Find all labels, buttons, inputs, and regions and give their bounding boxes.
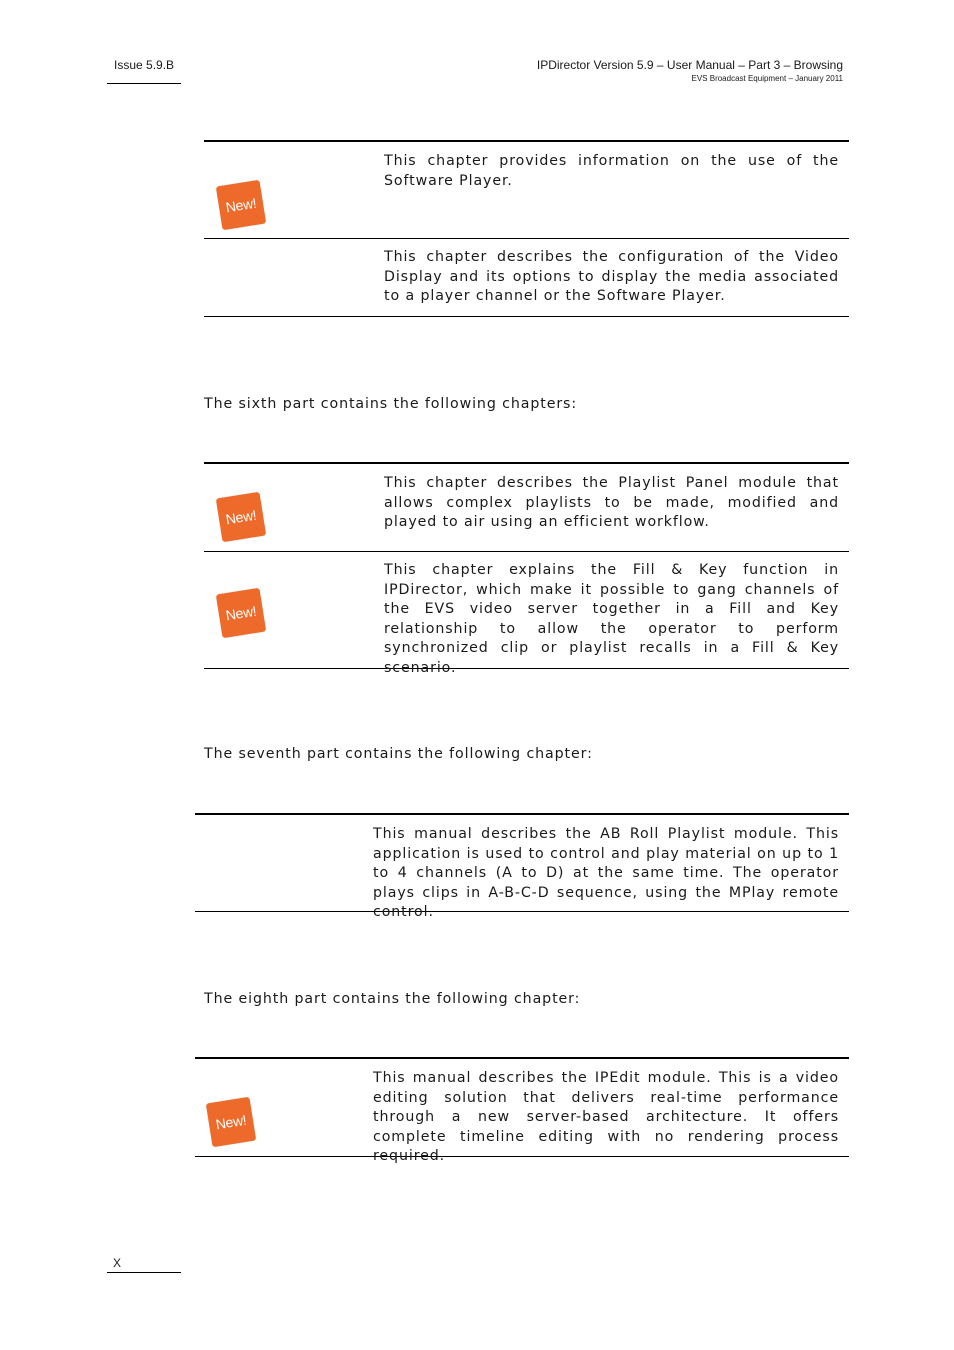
header-title: IPDirector Version 5.9 – User Manual – Part 3 – Browsing (536, 58, 843, 72)
new-badge-icon: New! (216, 180, 266, 230)
part-intro: The sixth part contains the following chapters: (204, 396, 578, 412)
page-number: X (113, 1256, 122, 1270)
chapter-table-2 (204, 462, 849, 676)
chapter-table-1 (204, 140, 849, 317)
table-row (195, 815, 849, 920)
chapter-table-4 (195, 1057, 849, 1164)
footer-rule (107, 1272, 181, 1273)
part-intro: The eighth part contains the following chapter: (204, 991, 581, 1007)
header-rule (107, 83, 181, 84)
part-intro: The seventh part contains the following chapter: (204, 746, 593, 762)
chapter-description: This chapter provides information on the use of the Software Player. (384, 153, 839, 189)
table-row (204, 239, 849, 317)
chapter-description: This chapter explains the Fill & Key function in IPDirector, which make it possible to gang channels of the EVS video server together in a Fill and Key relationship to allow the operator to perform synchronized clip or playlist recalls in a Fill & Key scenario. (384, 562, 839, 676)
chapter-description: This chapter describes the configuration of the Video Display and its options to display the media associated to a player channel or the Software Player. (384, 249, 839, 304)
table-row (204, 464, 849, 552)
chapter-table-3 (195, 813, 849, 920)
table-row (204, 142, 849, 239)
table-row (195, 1059, 849, 1164)
chapter-description: This manual describes the IPEdit module. This is a video editing solution that delivers real-time performance through a new server-based architecture. It offers complete timeline editing with no rendering process required. (373, 1070, 839, 1164)
new-badge-icon: New! (216, 492, 266, 542)
header-subtitle: EVS Broadcast Equipment – January 2011 (691, 74, 843, 83)
chapter-description: This chapter describes the Playlist Panel module that allows complex playlists to be made, modified and played to air using an efficient workflow. (384, 475, 839, 530)
table-row (204, 552, 849, 676)
chapter-description: This manual describes the AB Roll Playlist module. This application is used to control and play material on up to 1 to 4 channels (A to D) at the same time. The operator plays clips in A-B-C-D sequence, using the MPlay remote control. (373, 826, 839, 920)
new-badge-icon: New! (216, 588, 266, 638)
header-issue: Issue 5.9.B (114, 58, 175, 72)
new-badge-icon: New! (206, 1097, 256, 1147)
